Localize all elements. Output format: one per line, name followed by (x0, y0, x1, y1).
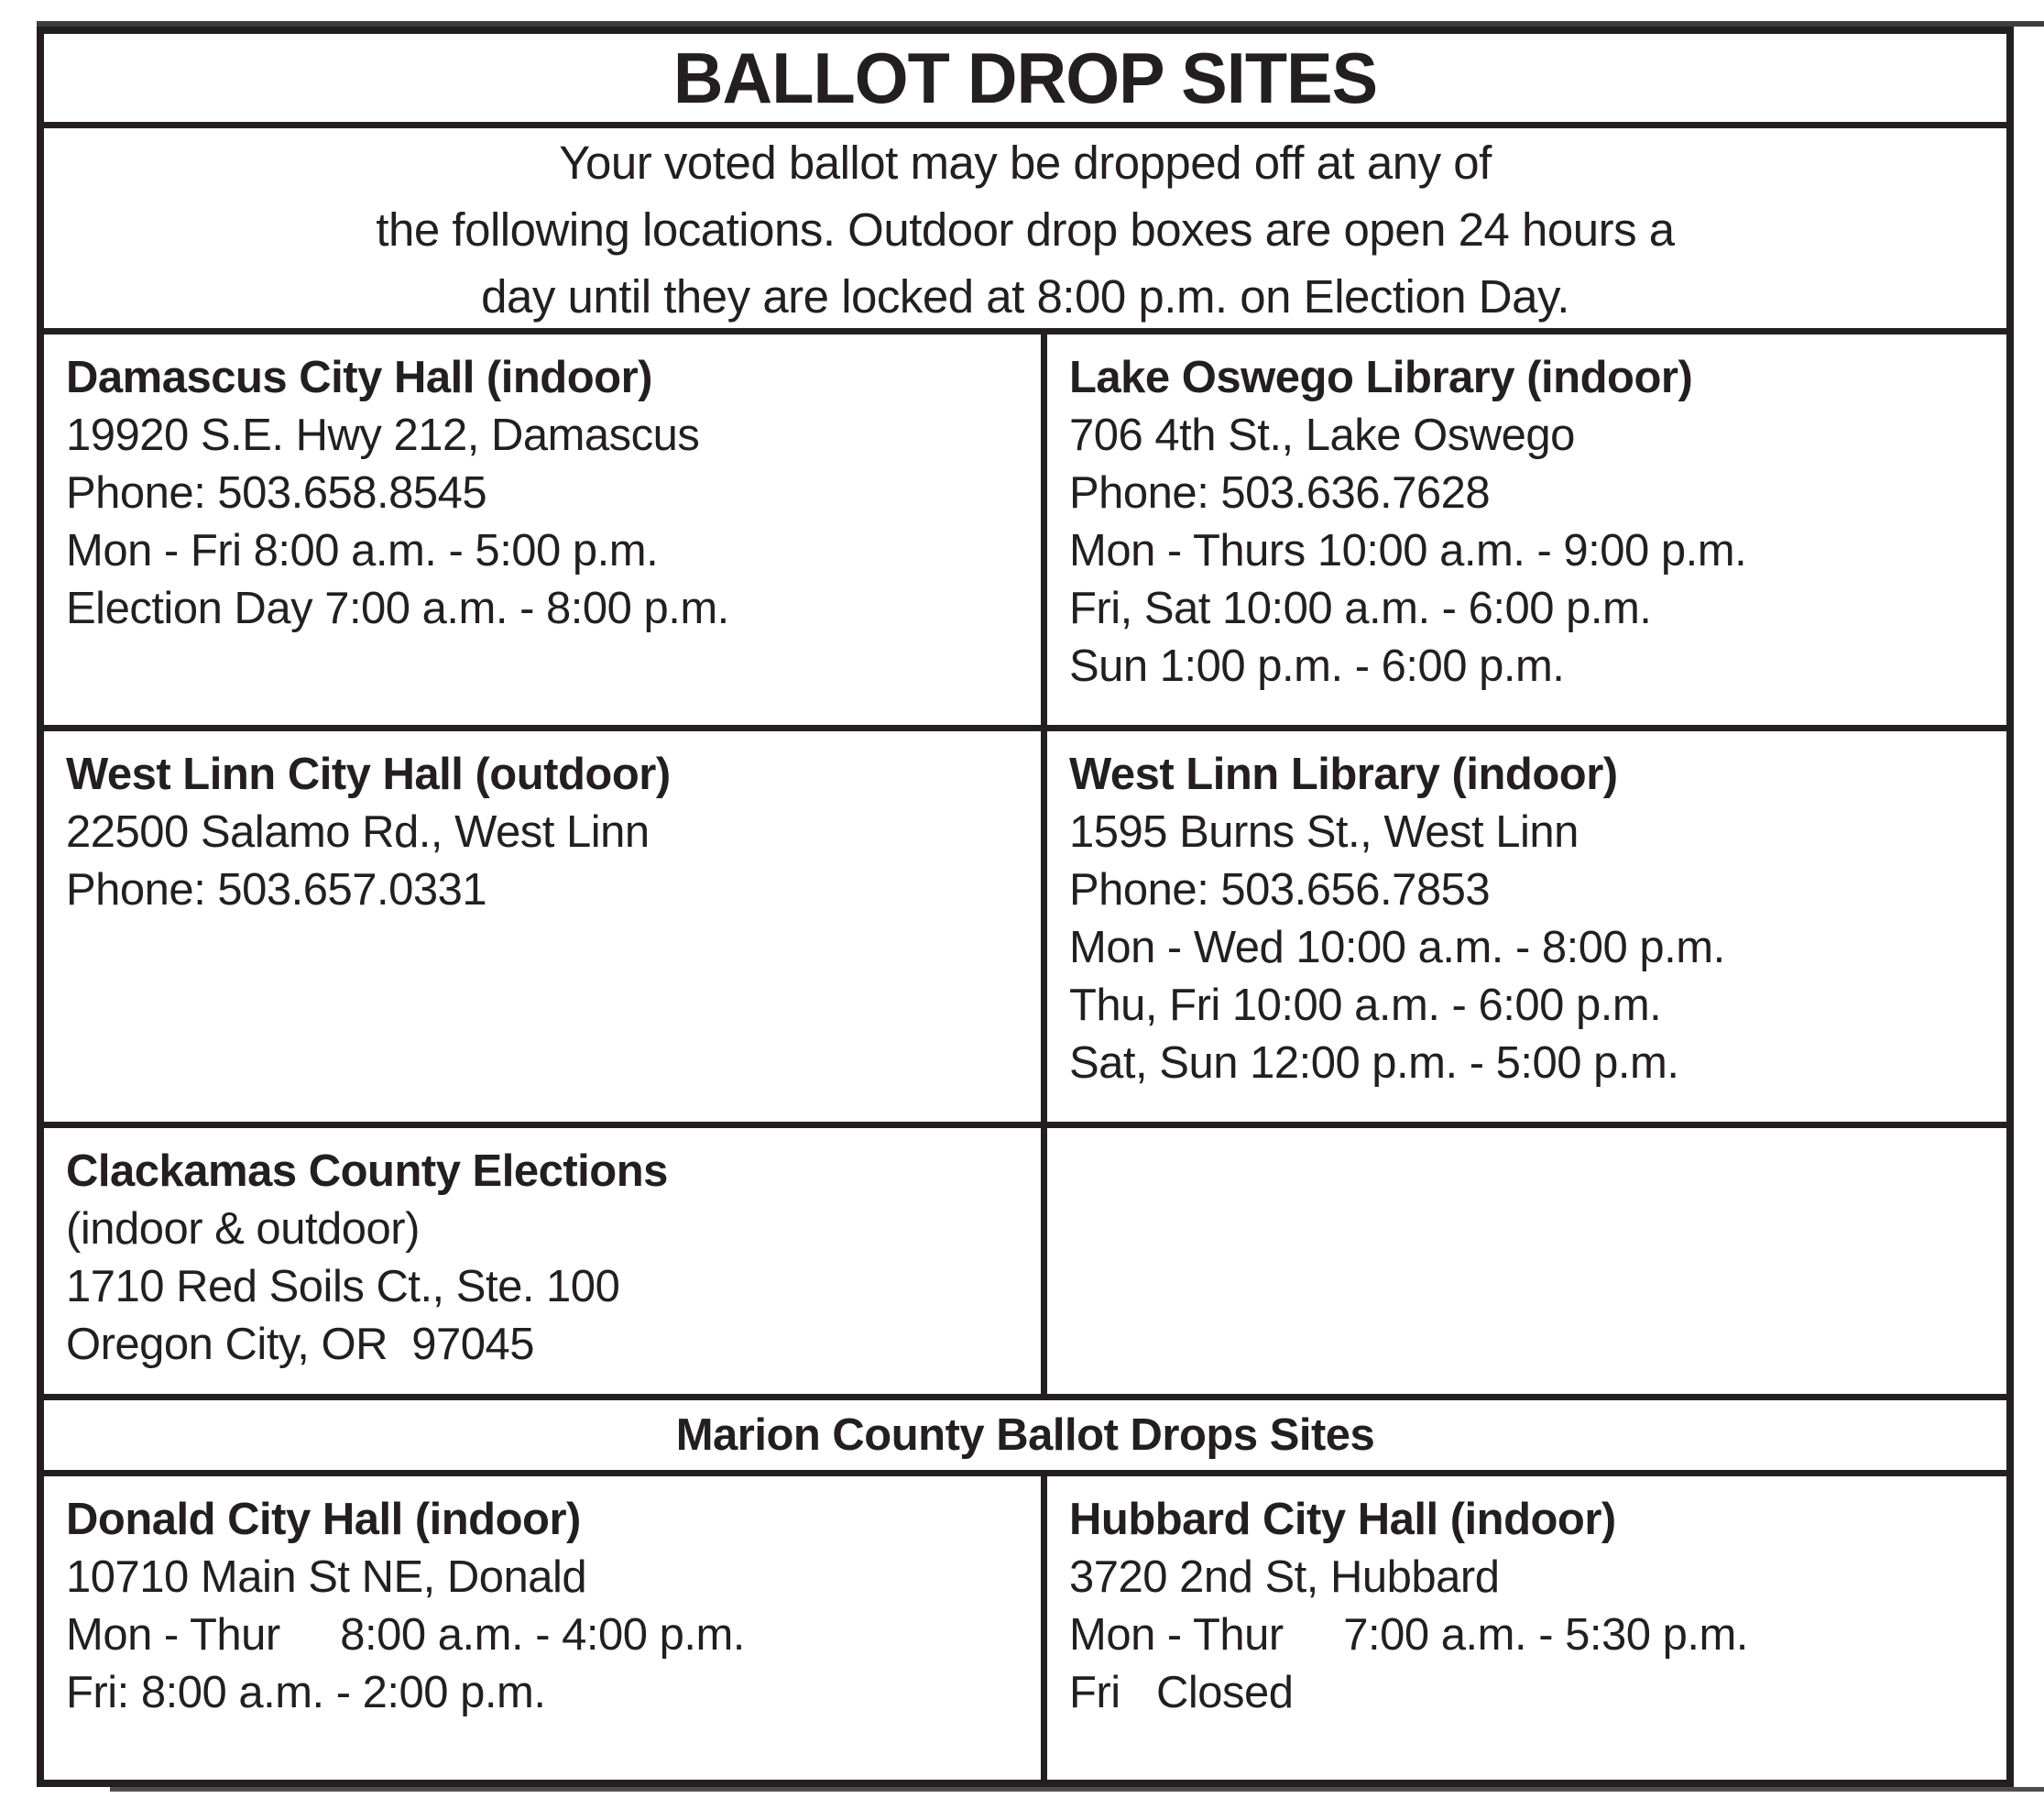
site-hours: Fri Closed (1069, 1668, 1294, 1717)
site-west-linn-library (1047, 731, 2006, 1122)
ballot-drop-sites-table (37, 27, 2014, 1787)
site-hours: Thu, Fri 10:00 a.m. - 6:00 p.m. (1069, 981, 1662, 1030)
site-address: 19920 S.E. Hwy 212, Damascus (66, 411, 700, 460)
site-address: 3720 2nd St, Hubbard (1069, 1552, 1500, 1602)
intro-line-1: Your voted ballot may be dropped off at any of (559, 137, 1492, 189)
site-access-type: (indoor & outdoor) (66, 1204, 420, 1254)
scan-bottom-rule (110, 1787, 2044, 1792)
site-phone: Phone: 503.636.7628 (1069, 468, 1491, 518)
site-name: West Linn Library (indoor) (1069, 750, 1618, 799)
site-hours: Fri, Sat 10:00 a.m. - 6:00 p.m. (1069, 584, 1652, 633)
site-name: Damascus City Hall (indoor) (66, 353, 652, 402)
intro-line-2: the following locations. Outdoor drop boxes are open 24 hours a (376, 203, 1675, 256)
page-title: BALLOT DROP SITES (672, 37, 1378, 118)
site-name: West Linn City Hall (outdoor) (66, 750, 671, 799)
site-address: 706 4th St., Lake Oswego (1069, 411, 1575, 460)
site-hours: Fri: 8:00 a.m. - 2:00 p.m. (66, 1668, 546, 1717)
site-hours: Mon - Fri 8:00 a.m. - 5:00 p.m. (66, 526, 659, 576)
site-hours: Mon - Thur 8:00 a.m. - 4:00 p.m. (66, 1610, 745, 1660)
site-hours: Sat, Sun 12:00 p.m. - 5:00 p.m. (1069, 1038, 1679, 1088)
intro-row (44, 128, 2006, 334)
site-hours: Sun 1:00 p.m. - 6:00 p.m. (1069, 641, 1565, 691)
table-row (44, 334, 2006, 731)
site-phone: Phone: 503.656.7853 (1069, 865, 1491, 915)
site-phone: Phone: 503.657.0331 (66, 865, 487, 915)
section-header-text: Marion County Ballot Drops Sites (675, 1410, 1375, 1460)
site-hours: Mon - Thur 7:00 a.m. - 5:30 p.m. (1069, 1610, 1748, 1660)
site-hours: Mon - Thurs 10:00 a.m. - 9:00 p.m. (1069, 526, 1747, 576)
table-row (44, 1476, 2006, 1780)
table-row (44, 731, 2006, 1128)
site-clackamas-county-elections (44, 1128, 1047, 1394)
site-donald-city-hall (44, 1476, 1047, 1780)
site-name: Clackamas County Elections (66, 1146, 668, 1196)
site-lake-oswego-library (1047, 334, 2006, 725)
empty-cell (1047, 1128, 2006, 1394)
site-hours: Mon - Wed 10:00 a.m. - 8:00 p.m. (1069, 923, 1725, 972)
site-phone: Phone: 503.658.8545 (66, 468, 487, 518)
site-name: Hubbard City Hall (indoor) (1069, 1495, 1616, 1544)
site-address: 1710 Red Soils Ct., Ste. 100 (66, 1262, 620, 1311)
site-address: Oregon City, OR 97045 (66, 1320, 535, 1369)
site-hours: Election Day 7:00 a.m. - 8:00 p.m. (66, 584, 729, 633)
site-west-linn-city-hall (44, 731, 1047, 1122)
site-hubbard-city-hall (1047, 1476, 2006, 1780)
site-damascus-city-hall (44, 334, 1047, 725)
table-row (44, 1128, 2006, 1400)
site-address: 10710 Main St NE, Donald (66, 1552, 587, 1602)
section-header-marion (44, 1400, 2006, 1476)
site-name: Lake Oswego Library (indoor) (1069, 353, 1693, 402)
site-address: 1595 Burns St., West Linn (1069, 807, 1579, 857)
intro-line-3: day until they are locked at 8:00 p.m. on Election Day. (481, 270, 1569, 323)
table-title-row (44, 34, 2006, 128)
site-address: 22500 Salamo Rd., West Linn (66, 807, 650, 857)
site-name: Donald City Hall (indoor) (66, 1495, 581, 1544)
